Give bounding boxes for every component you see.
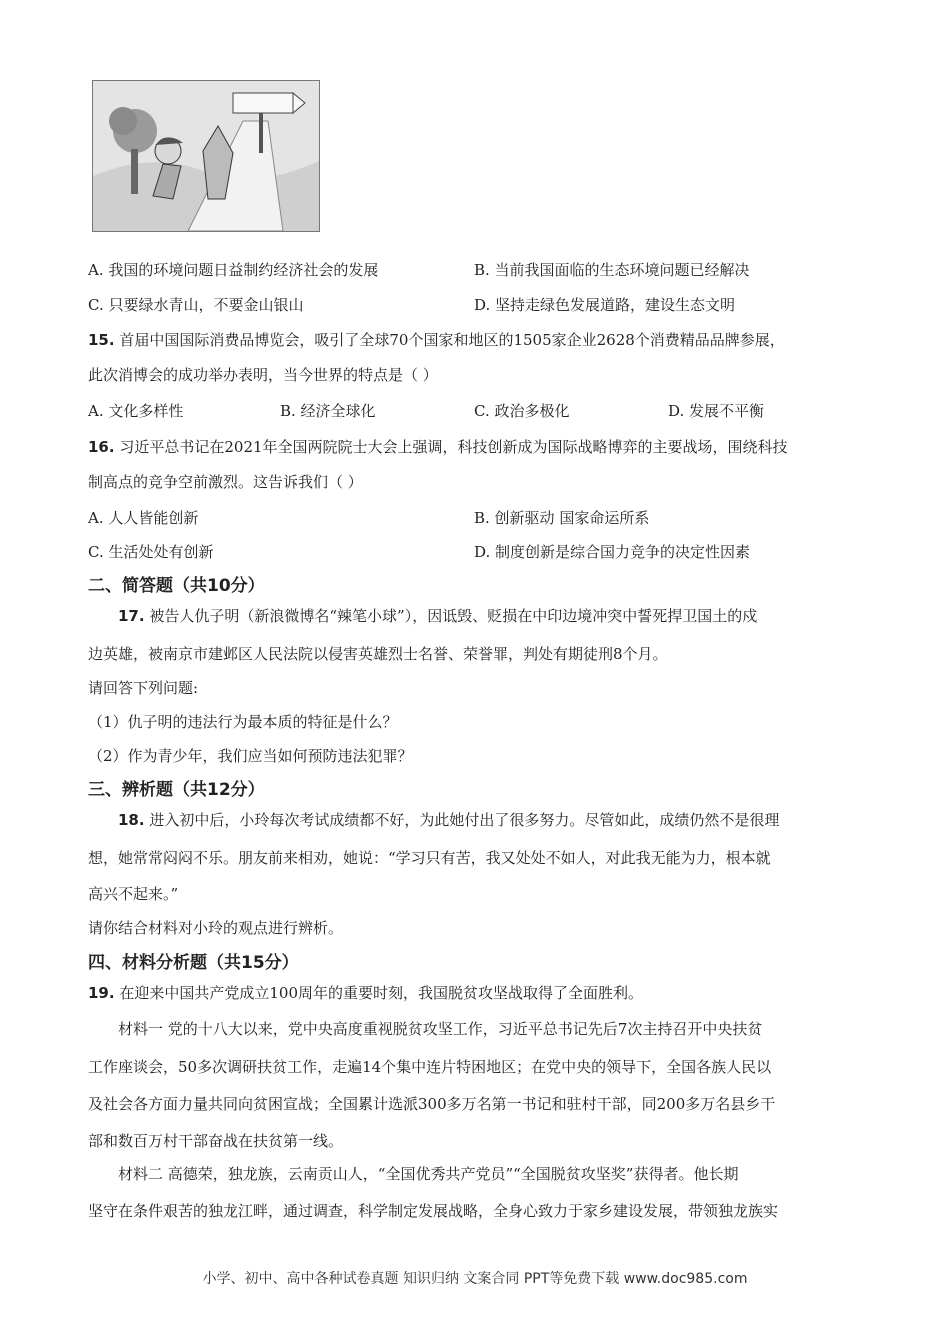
material1-line4: 部和数百万村干部奋战在扶贫第一线。 [88,1132,344,1150]
q14-option-d: D. 坚持走绿色发展道路，建设生态文明 [474,296,736,314]
q15-option-b: B. 经济全球化 [280,402,376,420]
q16-option-b: B. 创新驱动 国家命运所系 [474,509,650,527]
section3-prompt: 请你结合材料对小玲的观点进行辨析。 [88,919,344,937]
q19-line1 [88,983,870,1003]
q18-line1 [118,810,870,830]
q17-subquestion-1: （1）仇子明的违法行为最本质的特征是什么？ [88,713,398,731]
material1-line2: 工作座谈会，50多次调研扶贫工作，走遍14个集中连片特困地区；在党中央的领导下，全国各族人民以 [88,1058,772,1076]
q18-line3: 高兴不起来。” [88,885,179,903]
q18-text-1: 进入初中后，小玲每次考试成绩都不好，为此她付出了很多努力。尽管如此，成绩仍然不是很理 [149,811,780,829]
q18-line2: 想，她常常闷闷不乐。朋友前来相劝，她说：“学习只有苦，我又处处不如人，对此我无能为力，根本就 [88,849,771,867]
q15-stem-line1 [88,330,870,350]
q15-option-c: C. 政治多极化 [474,402,570,420]
q15-text-1: 首届中国国际消费品博览会，吸引了全球70个国家和地区的1505家企业2628个消费精品品牌参展， [119,331,785,349]
q15-option-a: A. 文化多样性 [88,402,184,420]
page-footer: 小学、初中、高中各种试卷真题 知识归纳 文案合同 PPT等免费下载 www.doc985.com [202,1271,748,1287]
section2-prompt: 请回答下列问题: [88,679,199,697]
section2-heading: 二、简答题（共10分） [88,576,265,596]
material1-line1: 材料一 党的十八大以来，党中央高度重视脱贫攻坚工作，习近平总书记先后7次主持召开中央扶贫 [118,1020,763,1038]
q17-text-1: 被告人仇子明（新浪微博名“辣笔小球”），因诋毁、贬损在中印边境冲突中誓死捍卫国土的戍 [149,607,758,625]
cartoon-drawing [93,81,319,231]
q16-option-a: A. 人人皆能创新 [88,509,199,527]
q18-number: 18. [118,811,145,829]
q16-number: 16. [88,438,115,456]
q16-text-1: 习近平总书记在2021年全国两院院士大会上强调，科技创新成为国际战略博弈的主要战场，围绕科技 [119,438,788,456]
material1-line3: 及社会各方面力量共同向贫困宣战；全国累计选派300多万名第一书记和驻村干部，同200多万名县乡干 [88,1095,776,1113]
q19-text-1: 在迎来中国共产党成立100周年的重要时刻，我国脱贫攻坚战取得了全面胜利。 [119,984,643,1002]
q14-option-a: A. 我国的环境问题日益制约经济社会的发展 [88,261,379,279]
q14-option-c: C. 只要绿水青山，不要金山银山 [88,296,304,314]
q16-option-d: D. 制度创新是综合国力竞争的决定性因素 [474,543,751,561]
q15-option-d: D. 发展不平衡 [668,402,765,420]
q15-number: 15. [88,331,115,349]
section4-heading: 四、材料分析题（共15分） [88,953,299,973]
q16-stem-line1 [88,437,870,457]
q17-subquestion-2: （2）作为青少年，我们应当如何预防违法犯罪？ [88,747,413,765]
q14-option-b: B. 当前我国面临的生态环境问题已经解决 [474,261,750,279]
material2-line2: 坚守在条件艰苦的独龙江畔，通过调查，科学制定发展战略，全身心致力于家乡建设发展，带领独龙族实 [88,1202,779,1220]
material2-line1: 材料二 高德荣，独龙族，云南贡山人，“全国优秀共产党员”“全国脱贫攻坚奖”获得者。他长期 [118,1165,739,1183]
q17-line1 [118,606,870,626]
q17-line2: 边英雄，被南京市建邺区人民法院以侵害英雄烈士名誉、荣誉罪，判处有期徒刑8个月。 [88,645,668,663]
q17-number: 17. [118,607,145,625]
q16-option-c: C. 生活处处有创新 [88,543,214,561]
section3-heading: 三、辨析题（共12分） [88,780,265,800]
q19-number: 19. [88,984,115,1002]
q16-stem-line2: 制高点的竞争空前激烈。这告诉我们（ ） [88,473,363,491]
q15-stem-line2: 此次消博会的成功举办表明，当今世界的特点是（ ） [88,366,438,384]
cartoon-illustration [92,80,320,232]
